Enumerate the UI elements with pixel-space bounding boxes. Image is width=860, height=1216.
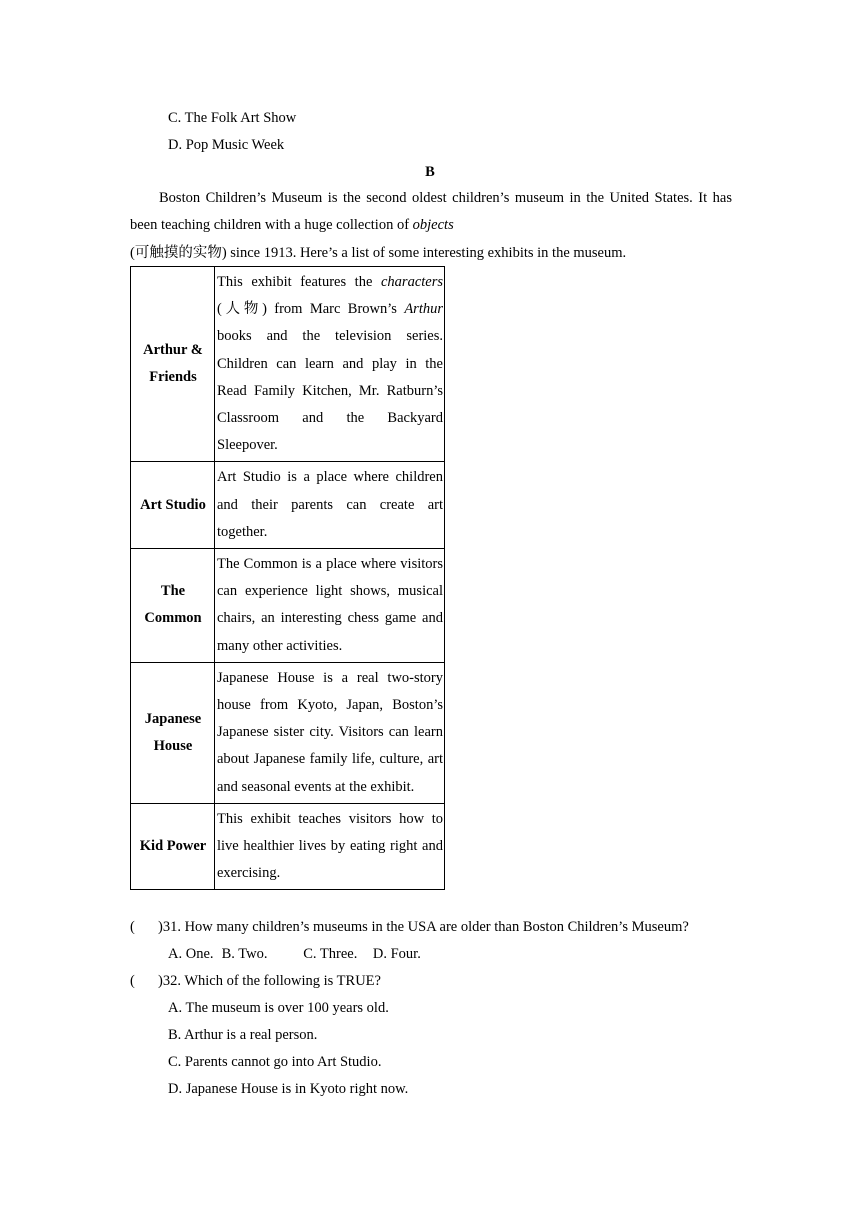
intro-italic-word: objects <box>412 217 454 234</box>
exhibit-desc-text: books and the television series. Children can learn and play in the Read Family Kitchen, Mr. Ratburn’s Classroom and the Backyard Sleepover. <box>217 328 443 454</box>
question-32-text: )32. Which of the following is TRUE? <box>158 973 381 989</box>
q31-option-c: C. Three. <box>303 946 358 962</box>
question-32 <box>130 971 381 991</box>
exhibit-row <box>131 803 445 890</box>
q31-option-a: A. One. <box>168 946 214 962</box>
question-31 <box>130 917 689 937</box>
exhibit-row <box>131 462 445 549</box>
q32-option-c: C. Parents cannot go into Art Studio. <box>168 1054 382 1070</box>
prev-option-c: C. The Folk Art Show <box>168 110 297 126</box>
exhibit-description <box>215 267 445 462</box>
exhibit-desc-italic: Arthur <box>404 301 443 318</box>
exhibits-table-body <box>131 267 445 890</box>
exhibit-desc-italic: characters <box>380 274 443 290</box>
exhibit-desc-text: This exhibit teaches visitors how to live healthier lives by eating right and exercising. <box>217 810 443 882</box>
exhibits-table <box>130 266 445 890</box>
q31-option-b: B. Two. <box>221 946 268 962</box>
question-31-text: )31. How many children’s museums in the USA are older than Boston Children’s Museum? <box>158 919 689 935</box>
exhibit-name: The Common <box>131 549 215 663</box>
intro-text-1: Boston Children’s Museum is the second oldest children’s museum in the United States. It has been teaching children with a huge collection of <box>130 190 732 234</box>
exhibit-desc-text: (人物) from Marc Brown’s <box>217 301 405 318</box>
q32-option-b: B. Arthur is a real person. <box>168 1027 318 1043</box>
answer-paren: ( <box>130 973 135 989</box>
question-31-options <box>168 944 421 964</box>
prev-option-d: D. Pop Music Week <box>168 137 285 153</box>
exhibit-description <box>215 462 445 549</box>
exhibit-description <box>215 803 445 890</box>
q31-option-d: D. Four. <box>372 946 421 962</box>
exhibit-description <box>215 549 445 663</box>
exhibit-desc-text: The Common is a place where visitors can experience light shows, musical chairs, an interesting chess game and many other activities. <box>217 556 443 654</box>
exhibit-desc-text: Japanese House is a real two-story house from Kyoto, Japan, Boston’s Japanese sister city. Visitors can learn about Japanese family life, culture, art and seasonal events at the exhibit. <box>217 669 443 795</box>
exhibit-desc-text: Art Studio is a place where children and their parents can create art together. <box>217 469 443 540</box>
answer-paren: ( <box>130 919 135 935</box>
q32-option-a: A. The museum is over 100 years old. <box>168 1000 389 1016</box>
exhibit-name: Kid Power <box>131 803 215 890</box>
exhibit-name: Japanese House <box>131 662 215 803</box>
section-label: B <box>425 164 435 180</box>
exhibit-desc-text: This exhibit features the <box>217 274 381 290</box>
exhibit-description <box>215 662 445 803</box>
intro-paragraph <box>130 185 732 239</box>
exhibit-name: Art Studio <box>131 462 215 549</box>
exhibit-row <box>131 267 445 462</box>
intro-text-2: (可触摸的实物) since 1913. Here’s a list of some interesting exhibits in the museum. <box>130 245 627 261</box>
exhibit-row <box>131 662 445 803</box>
q32-option-d: D. Japanese House is in Kyoto right now. <box>168 1081 409 1097</box>
exhibit-name: Arthur & Friends <box>131 267 215 462</box>
exhibit-row <box>131 549 445 663</box>
